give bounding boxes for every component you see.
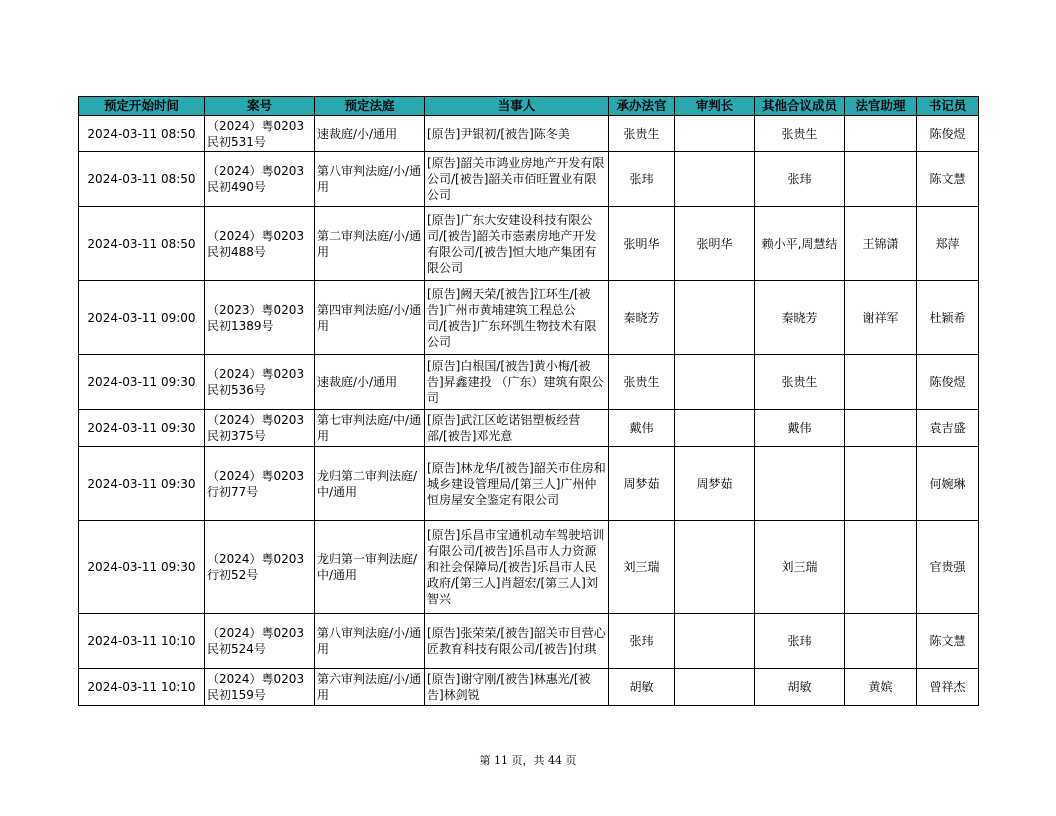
cell-panel-members: 张玮 xyxy=(755,152,845,207)
cell-presiding-judge xyxy=(675,116,755,152)
cell-courtroom: 第二审判法庭/小/通用 xyxy=(315,207,425,281)
cell-parties: [原告]武江区屹诺铝塑板经营部/[被告]邓光意 xyxy=(425,410,609,447)
cell-judge-assistant xyxy=(845,152,917,207)
cell-judge-assistant: 谢祥军 xyxy=(845,281,917,355)
table-row xyxy=(79,521,979,614)
cell-panel-members: 张玮 xyxy=(755,614,845,669)
cell-clerk: 陈文慧 xyxy=(917,152,979,207)
cell-parties: [原告]乐昌市宝通机动车驾驶培训有限公司/[被告]乐昌市人力资源和社会保障局/[被告]乐昌市人民政府/[第三人]肖超宏/[第三人]刘智兴 xyxy=(425,521,609,614)
cell-panel-members: 秦晓芳 xyxy=(755,281,845,355)
cell-parties: [原告]韶关市鸿业房地产开发有限公司/[被告]韶关市佰旺置业有限公司 xyxy=(425,152,609,207)
cell-clerk: 杜颖希 xyxy=(917,281,979,355)
header-judge: 承办法官 xyxy=(609,97,675,116)
header-panel-members: 其他合议成员 xyxy=(755,97,845,116)
cell-clerk: 陈文慧 xyxy=(917,614,979,669)
table-row xyxy=(79,614,979,669)
cell-judge: 张玮 xyxy=(609,614,675,669)
cell-parties: [原告]尹银初/[被告]陈冬美 xyxy=(425,116,609,152)
cell-start-time: 2024-03-11 09:30 xyxy=(79,521,205,614)
cell-judge: 胡敏 xyxy=(609,669,675,706)
cell-presiding-judge xyxy=(675,410,755,447)
cell-presiding-judge xyxy=(675,614,755,669)
cell-clerk: 袁吉盛 xyxy=(917,410,979,447)
cell-case-number: （2023）粤0203民初1389号 xyxy=(205,281,315,355)
cell-case-number: （2024）粤0203行初77号 xyxy=(205,447,315,521)
cell-judge: 张玮 xyxy=(609,152,675,207)
cell-panel-members: 张贵生 xyxy=(755,116,845,152)
cell-clerk: 郑萍 xyxy=(917,207,979,281)
table-row xyxy=(79,669,979,706)
cell-judge: 张明华 xyxy=(609,207,675,281)
cell-judge: 张贵生 xyxy=(609,355,675,410)
cell-courtroom: 第六审判法庭/小/通用 xyxy=(315,669,425,706)
cell-courtroom: 速裁庭/小/通用 xyxy=(315,355,425,410)
cell-case-number: （2024）粤0203民初488号 xyxy=(205,207,315,281)
cell-start-time: 2024-03-11 08:50 xyxy=(79,116,205,152)
cell-presiding-judge xyxy=(675,669,755,706)
cell-panel-members: 赖小平,周慧结 xyxy=(755,207,845,281)
cell-start-time: 2024-03-11 09:30 xyxy=(79,447,205,521)
cell-start-time: 2024-03-11 09:30 xyxy=(79,410,205,447)
cell-judge-assistant xyxy=(845,410,917,447)
cell-case-number: （2024）粤0203民初159号 xyxy=(205,669,315,706)
cell-judge: 周梦茹 xyxy=(609,447,675,521)
cell-courtroom: 第八审判法庭/小/通用 xyxy=(315,614,425,669)
cell-panel-members xyxy=(755,447,845,521)
cell-judge-assistant: 王锦潇 xyxy=(845,207,917,281)
cell-courtroom: 速裁庭/小/通用 xyxy=(315,116,425,152)
cell-parties: [原告]白根国/[被告]黄小梅/[被告]昇鑫建投 （广东）建筑有限公司 xyxy=(425,355,609,410)
table-row xyxy=(79,152,979,207)
cell-judge-assistant: 黄嫔 xyxy=(845,669,917,706)
cell-presiding-judge xyxy=(675,152,755,207)
cell-parties: [原告]阙天荣/[被告]江环生/[被告]广州市黄埔建筑工程总公司/[被告]广东环凯生物技术有限公司 xyxy=(425,281,609,355)
table-row xyxy=(79,207,979,281)
cell-parties: [原告]林龙华/[被告]韶关市住房和城乡建设管理局/[第三人]广州仲恒房屋安全鉴定有限公司 xyxy=(425,447,609,521)
cell-courtroom: 第八审判法庭/小/通用 xyxy=(315,152,425,207)
cell-clerk: 陈俊煜 xyxy=(917,116,979,152)
cell-start-time: 2024-03-11 09:30 xyxy=(79,355,205,410)
table-row xyxy=(79,281,979,355)
cell-courtroom: 第七审判法庭/中/通用 xyxy=(315,410,425,447)
table-header-row xyxy=(79,97,979,116)
cell-parties: [原告]广东大安建设科技有限公司/[被告]韶关市悫素房地产开发有限公司/[被告]恒大地产集团有限公司 xyxy=(425,207,609,281)
cell-panel-members: 刘三瑞 xyxy=(755,521,845,614)
cell-start-time: 2024-03-11 10:10 xyxy=(79,669,205,706)
header-clerk: 书记员 xyxy=(917,97,979,116)
cell-case-number: （2024）粤0203民初531号 xyxy=(205,116,315,152)
cell-case-number: （2024）粤0203民初524号 xyxy=(205,614,315,669)
table-row xyxy=(79,447,979,521)
cell-courtroom: 龙归第二审判法庭/中/通用 xyxy=(315,447,425,521)
cell-judge: 秦晓芳 xyxy=(609,281,675,355)
cell-judge: 张贵生 xyxy=(609,116,675,152)
cell-panel-members: 张贵生 xyxy=(755,355,845,410)
cell-clerk: 何婉琳 xyxy=(917,447,979,521)
cell-start-time: 2024-03-11 08:50 xyxy=(79,152,205,207)
cell-start-time: 2024-03-11 08:50 xyxy=(79,207,205,281)
hearing-schedule-table xyxy=(78,96,979,706)
cell-presiding-judge xyxy=(675,281,755,355)
cell-clerk: 官贵强 xyxy=(917,521,979,614)
cell-courtroom: 龙归第一审判法庭/中/通用 xyxy=(315,521,425,614)
cell-case-number: （2024）粤0203民初375号 xyxy=(205,410,315,447)
header-case-number: 案号 xyxy=(205,97,315,116)
cell-judge: 刘三瑞 xyxy=(609,521,675,614)
cell-judge: 戴伟 xyxy=(609,410,675,447)
cell-judge-assistant xyxy=(845,614,917,669)
cell-presiding-judge xyxy=(675,355,755,410)
header-parties: 当事人 xyxy=(425,97,609,116)
cell-start-time: 2024-03-11 09:00 xyxy=(79,281,205,355)
table-row xyxy=(79,355,979,410)
cell-clerk: 陈俊煜 xyxy=(917,355,979,410)
cell-start-time: 2024-03-11 10:10 xyxy=(79,614,205,669)
header-courtroom: 预定法庭 xyxy=(315,97,425,116)
page-number-footer: 第 11 页，共 44 页 xyxy=(479,754,577,767)
header-start-time: 预定开始时间 xyxy=(79,97,205,116)
cell-judge-assistant xyxy=(845,521,917,614)
cell-presiding-judge: 周梦茹 xyxy=(675,447,755,521)
table-row xyxy=(79,116,979,152)
header-presiding-judge: 审判长 xyxy=(675,97,755,116)
header-judge-assistant: 法官助理 xyxy=(845,97,917,116)
cell-panel-members: 胡敏 xyxy=(755,669,845,706)
cell-courtroom: 第四审判法庭/小/通用 xyxy=(315,281,425,355)
cell-panel-members: 戴伟 xyxy=(755,410,845,447)
cell-clerk: 曾祥杰 xyxy=(917,669,979,706)
cell-judge-assistant xyxy=(845,355,917,410)
cell-case-number: （2024）粤0203民初536号 xyxy=(205,355,315,410)
table-row xyxy=(79,410,979,447)
cell-parties: [原告]张荣荣/[被告]韶关市目营心匠教育科技有限公司/[被告]付琪 xyxy=(425,614,609,669)
cell-case-number: （2024）粤0203民初490号 xyxy=(205,152,315,207)
cell-judge-assistant xyxy=(845,116,917,152)
cell-presiding-judge xyxy=(675,521,755,614)
cell-parties: [原告]谢守刚/[被告]林惠光/[被告]林剑锐 xyxy=(425,669,609,706)
cell-presiding-judge: 张明华 xyxy=(675,207,755,281)
cell-judge-assistant xyxy=(845,447,917,521)
cell-case-number: （2024）粤0203行初52号 xyxy=(205,521,315,614)
